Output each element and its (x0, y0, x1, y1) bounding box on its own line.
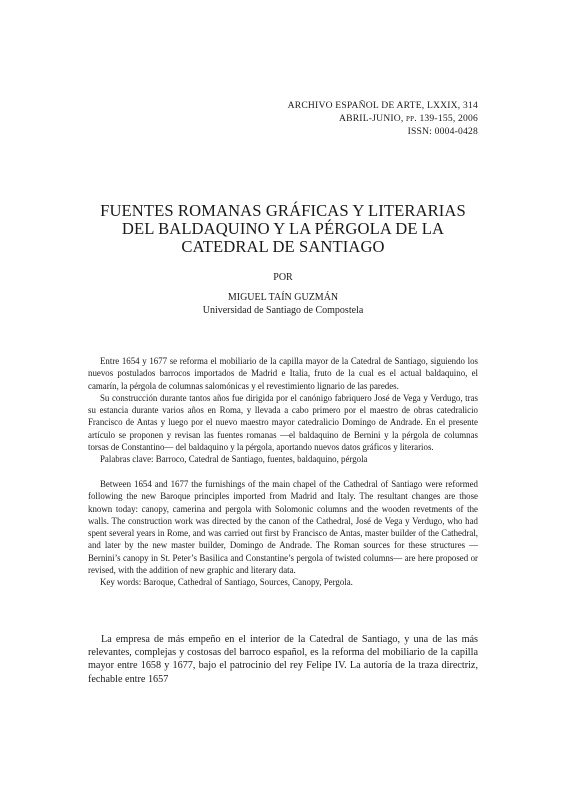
abstract-english (88, 478, 478, 588)
issn-line: ISSN: 0004-0428 (407, 126, 478, 137)
abstract-en-paragraph-1: Between 1654 and 1677 the furnishings of the main chapel of the Cathedral of Santiago were reformed following the new Baroque principles imported from Madrid and Italy. The resultant changes are those known today: canopy, camerina and pergola with Solomonic columns and the wooden revetments of the walls. The construction work was directed by the canon of the Cathedral, José de Vega y Verdugo, who had spent several years in Rome, and was carried out first by Francisco de Antas, master builder of the Cathedral, and later by the new master builder, Domingo de Andrade. The Roman sources for these structures —Bernini’s canopy in St. Peter’s Basilica and Constantine’s pergola of twisted columns— are here proposed or revised, with the addition of new graphic and literary data. (88, 479, 478, 575)
abstract-es-keywords: Palabras clave: Barroco, Catedral de Santiago, fuentes, baldaquino, pérgola (100, 454, 368, 464)
issue-line: ABRIL-JUNIO, pp. 139-155, 2006 (338, 113, 478, 124)
title-line-1: FUENTES ROMANAS GRÁFICAS Y LITERARIAS (100, 201, 466, 220)
abstract-spanish (88, 355, 478, 465)
abstract-es-paragraph-1: Entre 1654 y 1677 se reforma el mobiliario de la capilla mayor de la Catedral de Santiago, siguiendo los nuevos postulados barrocos importados de Madrid e Italia, fruto de la cual es el actual baldaquino, el camarín, la pérgola de columnas salomónicas y el revestimiento lignario de las paredes. (88, 356, 478, 391)
author-name: MIGUEL TAÍN GUZMÁN (227, 292, 339, 303)
author-block (90, 291, 476, 317)
abstract-es-paragraph-2: Su construcción durante tantos años fue dirigida por el canónigo fabriquero José de Vega y Verdugo, tras su estancia durante varios años en Roma, y llevada a cabo primero por el maestro de obras catedralicio Francisco de Antas y luego por el nuevo maestro mayor catedralicio Domingo de Andrade. En el presente artículo se proponen y revisan las fuentes romanas —el baldaquino de Bernini y la pérgola de columnas torsas de Constantino— del baldaquino y la pérgola, aportando nuevos datos gráficos y literarios. (88, 392, 478, 452)
journal-line: ARCHIVO ESPAÑOL DE ARTE, LXXIX, 314 (287, 100, 478, 111)
journal-header (288, 99, 478, 138)
abstract-en-keywords: Key words: Baroque, Cathedral of Santiago, Sources, Canopy, Pergola. (100, 577, 353, 587)
article-title (90, 202, 476, 256)
title-line-3: CATEDRAL DE SANTIAGO (181, 237, 385, 256)
title-line-2: DEL BALDAQUINO Y LA PÉRGOLA DE LA (121, 219, 445, 238)
author-affiliation: Universidad de Santiago de Compostela (202, 305, 364, 316)
article-body (88, 633, 478, 686)
byline: POR (273, 272, 293, 283)
body-paragraph-1: La empresa de más empeño en el interior de la Catedral de Santiago, y una de las más relevantes, complejas y costosas del barroco español, es la reforma del mobiliario de la capilla mayor entre 1658 y 1677, bajo el patrocinio del rey Felipe IV. La autoría de la traza directriz, fechable entre 1657 (88, 634, 478, 685)
